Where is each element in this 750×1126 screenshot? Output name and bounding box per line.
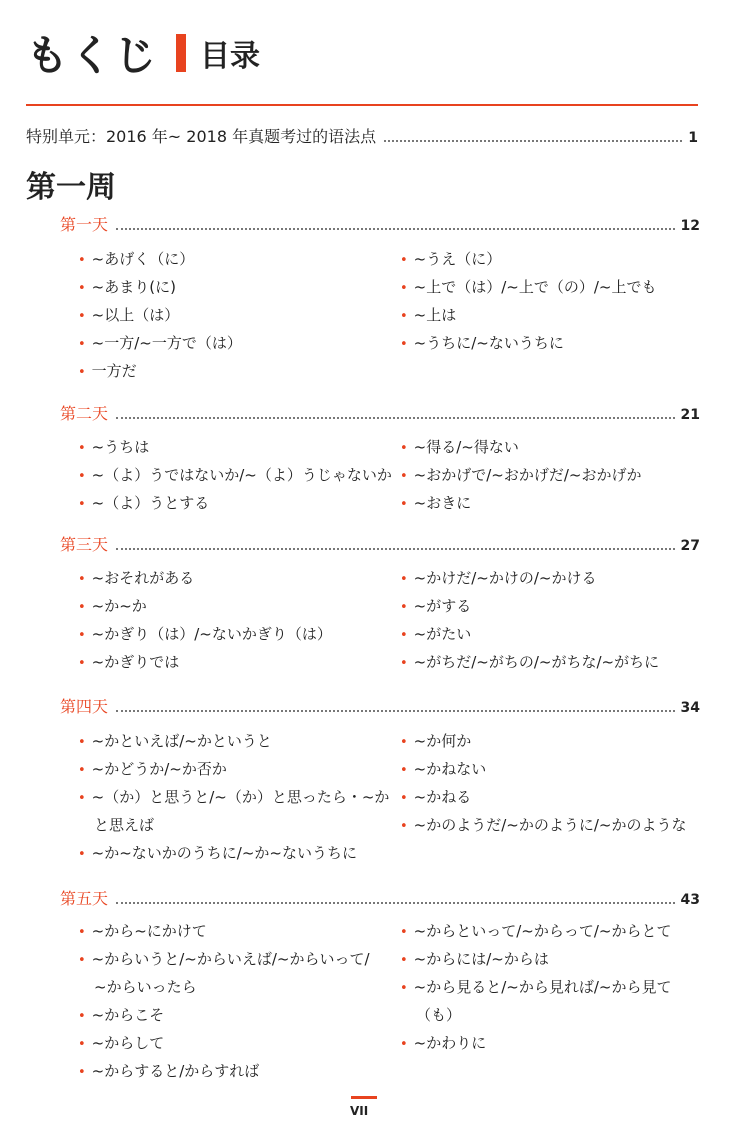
grammar-item[interactable]: • ~からといって/~からって/~からとて (400, 922, 672, 940)
bullet-icon: • (400, 572, 408, 587)
grammar-item[interactable]: • ~かけだ/~かけの/~かける (400, 569, 597, 587)
grammar-item[interactable]: • ~おそれがある (78, 569, 195, 587)
bullet-icon: • (78, 1009, 86, 1024)
grammar-item[interactable]: • ~からして (78, 1034, 165, 1052)
grammar-item[interactable]: • ~うちに/~ないうちに (400, 334, 564, 352)
grammar-item[interactable]: • ~か~か (78, 597, 147, 615)
grammar-item[interactable]: • ~かねる (400, 788, 472, 806)
toc-entry-special[interactable] (26, 124, 698, 147)
bullet-icon: • (78, 656, 86, 671)
grammar-item[interactable]: • ~かといえば/~かというと (78, 732, 272, 750)
dot-leader (116, 547, 675, 550)
bullet-icon: • (400, 441, 408, 456)
dot-leader (116, 709, 675, 712)
grammar-item-continuation: ~からいったら (94, 978, 197, 996)
bullet-icon: • (400, 628, 408, 643)
grammar-item[interactable]: • ~得る/~得ない (400, 438, 519, 456)
bullet-icon: • (78, 441, 86, 456)
bullet-icon: • (400, 735, 408, 750)
bullet-icon: • (78, 365, 86, 380)
grammar-item[interactable]: • ~おきに (400, 494, 472, 512)
grammar-item[interactable]: • ~かわりに (400, 1034, 487, 1052)
day-label: 第三天 (60, 535, 109, 554)
grammar-item[interactable]: • ~かねない (400, 760, 487, 778)
grammar-item-continuation: と思えば (94, 816, 155, 834)
bullet-icon: • (400, 281, 408, 296)
day-heading[interactable] (60, 212, 700, 235)
grammar-item[interactable]: • ~から~にかけて (78, 922, 207, 940)
day-heading[interactable] (60, 532, 700, 555)
grammar-item[interactable]: • ~がたい (400, 625, 472, 643)
bullet-icon: • (400, 309, 408, 324)
grammar-item[interactable]: • ~（か）と思うと/~（か）と思ったら・~か (78, 788, 390, 806)
grammar-item[interactable]: • ~かどうか/~か否か (78, 760, 227, 778)
day-heading[interactable] (60, 694, 700, 717)
bullet-icon: • (78, 847, 86, 862)
page-number-footer: VII (350, 1104, 369, 1118)
bullet-icon: • (78, 953, 86, 968)
bullet-icon: • (78, 925, 86, 940)
bullet-icon: • (78, 337, 86, 352)
grammar-item[interactable]: • ~がする (400, 597, 472, 615)
bullet-icon: • (400, 497, 408, 512)
bullet-icon: • (78, 572, 86, 587)
footer-accent-bar (351, 1096, 377, 1099)
bullet-icon: • (400, 337, 408, 352)
grammar-item[interactable]: • ~以上（は） (78, 306, 180, 324)
day-heading[interactable] (60, 401, 700, 424)
grammar-item[interactable]: • ~（よ）うではないか/~（よ）うじゃないか (78, 466, 392, 484)
grammar-item[interactable]: • ~から見ると/~から見れば/~から見て (400, 978, 672, 996)
day-heading[interactable] (60, 886, 700, 909)
bullet-icon: • (400, 791, 408, 806)
page-number: 27 (680, 538, 700, 554)
bullet-icon: • (78, 735, 86, 750)
grammar-item[interactable]: • ~からには/~からは (400, 950, 549, 968)
grammar-item[interactable]: • ~からいうと/~からいえば/~からいって/ (78, 950, 370, 968)
grammar-item[interactable]: • ~あげく（に） (78, 250, 195, 268)
bullet-icon: • (400, 819, 408, 834)
bullet-icon: • (400, 953, 408, 968)
bullet-icon: • (78, 281, 86, 296)
title-chinese: 目录 (200, 39, 261, 74)
grammar-item[interactable]: • ~上で（は）/~上で（の）/~上でも (400, 278, 657, 296)
page-number: 21 (680, 407, 700, 423)
bullet-icon: • (400, 763, 408, 778)
grammar-item[interactable]: • ~うえ（に） (400, 250, 502, 268)
bullet-icon: • (78, 600, 86, 615)
bullet-icon: • (400, 600, 408, 615)
header-rule (26, 104, 698, 106)
page-number: 12 (680, 218, 700, 234)
bullet-icon: • (400, 253, 408, 268)
grammar-item[interactable]: • ~おかげで/~おかげだ/~おかげか (400, 466, 642, 484)
bullet-icon: • (400, 469, 408, 484)
bullet-icon: • (400, 925, 408, 940)
title-kana: もくじ (26, 31, 159, 80)
day-label: 第五天 (60, 889, 109, 908)
bullet-icon: • (400, 981, 408, 996)
grammar-item[interactable]: • ~うちは (78, 438, 150, 456)
grammar-item[interactable]: • ~からすると/からすれば (78, 1062, 260, 1080)
bullet-icon: • (400, 1037, 408, 1052)
grammar-item[interactable]: • ~上は (400, 306, 457, 324)
bullet-icon: • (78, 791, 86, 806)
dot-leader (384, 139, 682, 142)
day-label: 第二天 (60, 404, 109, 423)
special-label: 特别单元：2016 年~ 2018 年真题考过的语法点 (26, 127, 377, 146)
grammar-item[interactable]: • ~あまり(に) (78, 278, 176, 296)
week-heading: 第一周 (26, 170, 116, 205)
grammar-item[interactable]: • ~かのようだ/~かのように/~かのような (400, 816, 687, 834)
day-label: 第四天 (60, 697, 109, 716)
bullet-icon: • (400, 656, 408, 671)
toc-header (26, 28, 260, 78)
bullet-icon: • (78, 309, 86, 324)
title-divider-bar (176, 34, 186, 72)
bullet-icon: • (78, 1037, 86, 1052)
grammar-item[interactable]: • ~一方/~一方で（は） (78, 334, 242, 352)
bullet-icon: • (78, 628, 86, 643)
page-number: 1 (688, 130, 698, 146)
dot-leader (116, 416, 675, 419)
bullet-icon: • (78, 763, 86, 778)
dot-leader (116, 901, 675, 904)
grammar-item[interactable]: • ~かぎりでは (78, 653, 180, 671)
grammar-item[interactable]: • ~からこそ (78, 1006, 165, 1024)
grammar-item[interactable]: • ~がちだ/~がちの/~がちな/~がちに (400, 653, 660, 671)
page-number: 43 (680, 892, 700, 908)
grammar-item[interactable]: • ~（よ）うとする (78, 494, 210, 512)
grammar-item[interactable]: • 一方だ (78, 362, 137, 380)
page-number: 34 (680, 700, 700, 716)
bullet-icon: • (78, 1065, 86, 1080)
dot-leader (116, 227, 675, 230)
grammar-item[interactable]: • ~か~ないかのうちに/~か~ないうちに (78, 844, 358, 862)
grammar-item[interactable]: • ~かぎり（は）/~ないかぎり（は） (78, 625, 332, 643)
grammar-item-continuation: （も） (416, 1006, 462, 1024)
bullet-icon: • (78, 469, 86, 484)
bullet-icon: • (78, 497, 86, 512)
bullet-icon: • (78, 253, 86, 268)
grammar-item[interactable]: • ~か何か (400, 732, 472, 750)
day-label: 第一天 (60, 215, 109, 234)
